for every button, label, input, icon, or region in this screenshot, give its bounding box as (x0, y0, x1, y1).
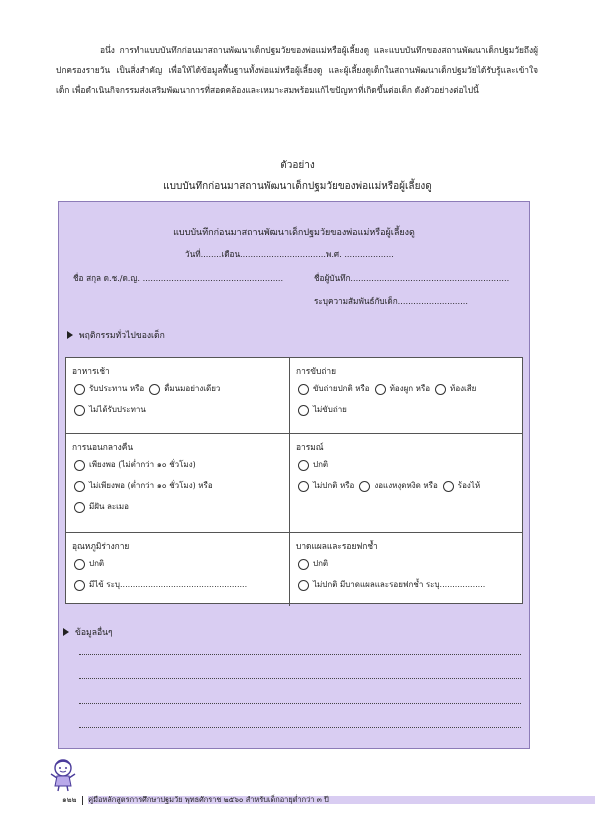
radio-breakfast-eat[interactable] (74, 384, 85, 395)
date-line[interactable]: วันที่........เดือน.................................พ.ศ. ................... (185, 249, 394, 259)
radio-mood-crying[interactable] (443, 481, 454, 492)
intro-paragraph (56, 40, 538, 100)
record-form (58, 201, 530, 749)
intro-text: อนึ่ง การทำแบบบันทึกก่อนมาสถานพัฒนาเด็กปฐมวัยของพ่อแม่หรือผู้เลี้ยงดู และแบบบันทึกของสถานพัฒนาเด็กปฐมวัยถึงผู้ปกครองรายวัน เป็นสิ่งสำคัญ เพื่อให้ได้ข้อมูลพื้นฐานทั้งพ่อแม่หรือผู้เลี้ยงดู และผู้เลี้ยงดูเด็กในสถานพัฒนาเด็กปฐมวัยได้รับรู้และเข้าใจเด็ก เพื่อดำเนินกิจกรรมส่งเสริมพัฒนาการที่สอดคล้องและเหมาะสมพร้อมแก้ไขปัญหาที่เกิดขึ้นต่อเด็ก ดังตัวอย่างต่อไปนี้ (56, 45, 538, 95)
breakfast-cell: อาหารเช้า รับประทาน หรือ ดื่มนมอย่างเดียว ไม่ได้รับประทาน (66, 358, 290, 434)
recorder-line[interactable]: ชื่อผู้บันทึก............................................................. (314, 273, 510, 283)
radio-temp-normal[interactable] (74, 559, 85, 570)
child-name-line[interactable]: ชื่อ สกุล ด.ช./ด.ญ. ...................................................... (73, 273, 284, 283)
footer-book-title: คู่มือหลักสูตรการศึกษาปฐมวัย พุทธศักราช ๒๕๖๐ สำหรับเด็กอายุต่ำกว่า ๓ ปี (88, 795, 329, 804)
example-subtitle: แบบบันทึกก่อนมาสถานพัฒนาเด็กปฐมวัยของพ่อแม่หรือผู้เลี้ยงดู (163, 181, 432, 192)
child-mascot-icon (49, 758, 77, 792)
arrow-right-icon (67, 331, 73, 339)
radio-wounds-normal[interactable] (298, 559, 309, 570)
temperature-cell: อุณหภูมิร่างกาย ปกติ มีไข้ ระบุ.................................................. (66, 533, 290, 606)
radio-mood-normal[interactable] (298, 460, 309, 471)
radio-breakfast-none[interactable] (74, 405, 85, 416)
form-title: แบบบันทึกก่อนมาสถานพัฒนาเด็กปฐมวัยของพ่อแม่หรือผู้เลี้ยงดู (173, 228, 415, 238)
wounds-heading: บาดแผลและรอยฟกช้ำ (296, 541, 378, 551)
temperature-heading: อุณหภูมิร่างกาย (72, 541, 130, 551)
other-info-line[interactable] (79, 654, 521, 655)
excretion-heading: การขับถ่าย (296, 366, 336, 376)
radio-excretion-none[interactable] (298, 405, 309, 416)
page-number: ๑๒๒ (62, 795, 77, 804)
footer-text (62, 794, 329, 806)
radio-breakfast-milk[interactable] (149, 384, 160, 395)
radio-sleep-enough[interactable] (74, 460, 85, 471)
radio-mood-abnormal[interactable] (298, 481, 309, 492)
behavior-section-heading: พฤติกรรมทั่วไปของเด็ก (67, 328, 165, 342)
excretion-cell: การขับถ่าย ขับถ่ายปกติ หรือ ท้องผูก หรือ ท้องเสีย ไม่ขับถ่าย (290, 358, 522, 434)
radio-wounds-abnormal[interactable] (298, 580, 309, 591)
mood-heading: อารมณ์ (296, 442, 324, 452)
page-footer (0, 794, 595, 804)
radio-excretion-constipated[interactable] (375, 384, 386, 395)
sleep-heading: การนอนกลางคืน (72, 442, 134, 452)
other-info-line[interactable] (79, 678, 521, 679)
sleep-cell: การนอนกลางคืน เพียงพอ (ไม่ต่ำกว่า ๑๐ ชั่วโมง) ไม่เพียงพอ (ต่ำกว่า ๑๐ ชั่วโมง) หรือ มีฝัน ละเมอ (66, 434, 290, 533)
radio-sleep-not-enough[interactable] (74, 481, 85, 492)
radio-sleep-dreams[interactable] (74, 502, 85, 513)
wounds-cell: บาดแผลและรอยฟกช้ำ ปกติ ไม่ปกติ มีบาดแผลและรอยฟกช้ำ ระบุ.................. (290, 533, 522, 606)
other-section-heading: ข้อมูลอื่นๆ (63, 625, 113, 639)
arrow-right-icon (63, 628, 69, 636)
mood-cell: อารมณ์ ปกติ ไม่ปกติ หรือ งอแงหงุดหงิด หรือ ร้องไห้ (290, 434, 522, 533)
breakfast-heading: อาหารเช้า (72, 366, 110, 376)
radio-mood-irritable[interactable] (359, 481, 370, 492)
radio-excretion-normal[interactable] (298, 384, 309, 395)
relation-line[interactable]: ระบุความสัมพันธ์กับเด็ก........................... (314, 296, 468, 306)
other-info-line[interactable] (79, 727, 521, 728)
example-label: ตัวอย่าง (280, 160, 315, 171)
radio-temp-fever[interactable] (74, 580, 85, 591)
behavior-grid (65, 357, 523, 604)
other-info-line[interactable] (79, 703, 521, 704)
radio-excretion-diarrhea[interactable] (435, 384, 446, 395)
